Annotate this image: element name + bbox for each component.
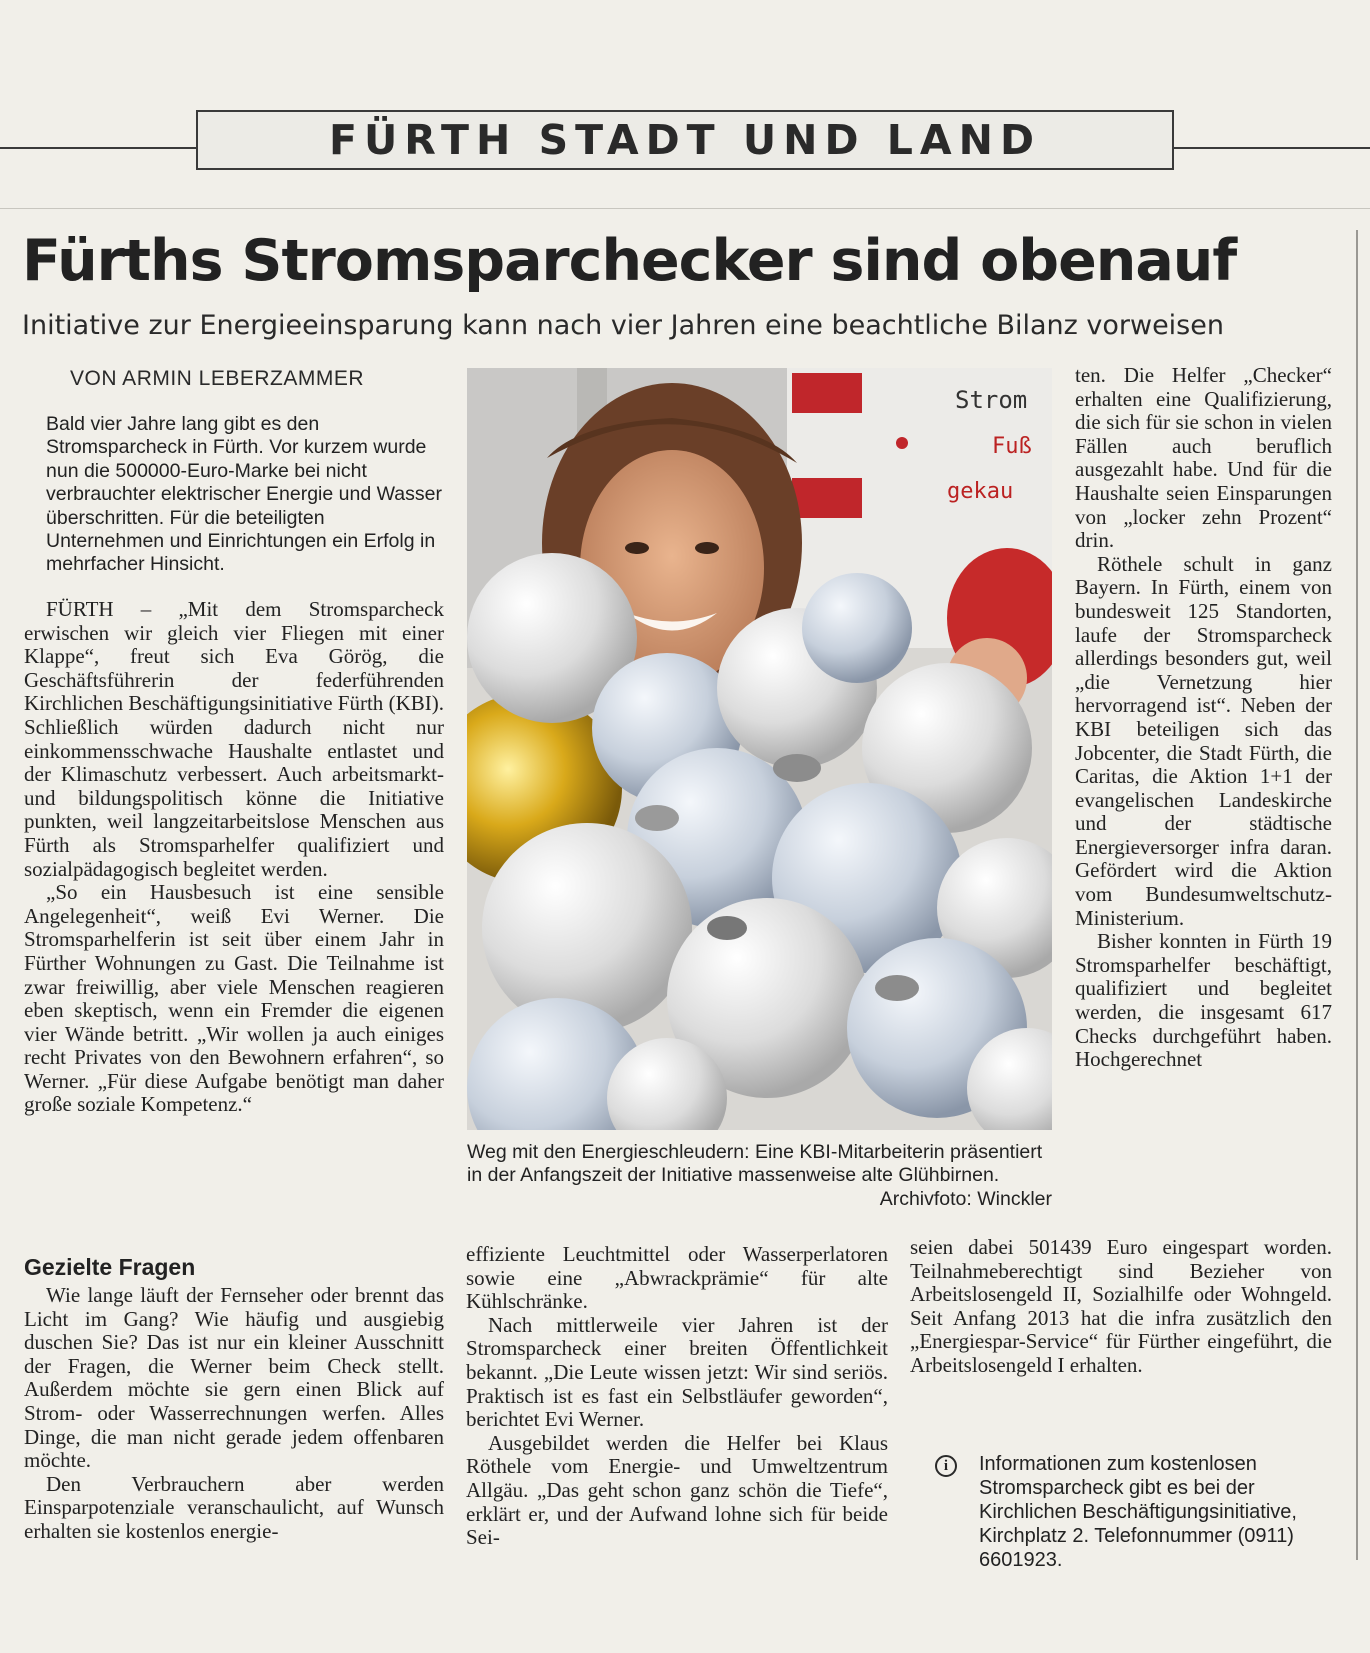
sign-text-1: Strom	[955, 386, 1028, 414]
paragraph: Röthele schult in ganz Bayern. In Fürth, einem von bundesweit 125 Standorten, laufe der Stromsparcheck allerdings besonders gut, weil „die Vernetzung hier hervorragend ist“. Neben der KBI beteiligen sich das Jobcenter, die Stadt Fürth, die Caritas, die Aktion 1+1 der evangelischen Landeskirche und der städtische Energieversorger infra daran. Gefördert wird die Aktion vom Bundesumweltschutz-Ministerium.	[1075, 551, 1332, 930]
paragraph: ten. Die Helfer „Checker“ erhalten eine Qualifizierung, die sich für sie schon in vielen Fällen auch beruflich ausgezahlt habe. Und für die Haushalte seien Einsparungen von „locker zehn Prozent“ drin.	[1075, 363, 1332, 553]
paragraph: „So ein Hausbesuch ist eine sensible Angelegenheit“, weiß Evi Werner. Die Stromsparhelferin ist seit über einem Jahr in Fürther Wohnungen zu Gast. Die Teilnahme ist zwar freiwillig, aber viele Menschen reagieren eben skeptisch, wenn ein Fremder die eigenen vier Wände betritt. „Wir wollen ja auch einiges recht Privates von den Bewohnern erfahren“, so Werner. „Für diese Aufgabe benötigt man daher große soziale Kompetenz.“	[24, 880, 444, 1117]
byline: VON ARMIN LEBERZAMMER	[70, 367, 365, 390]
paragraph: Den Verbrauchern aber werden Einsparpotenziale veranschaulicht, auf Wunsch erhalten sie kostenlos energie-	[24, 1471, 444, 1543]
paragraph: Nach mittlerweile vier Jahren ist der Stromsparcheck einer breiten Öffentlichkeit bekannt. „Die Leute wissen jetzt: Wir sind seriös. Praktisch ist es fast ein Selbstläufer geworden“, berichtet Evi Werner.	[466, 1312, 888, 1432]
photo-caption	[467, 1141, 1052, 1211]
info-text: Informationen zum kostenlosen Stromsparcheck gibt es bei der Kirchlichen Beschäftigungsinitiative, Kirchplatz 2. Telefonnummer (0911) 6601923.	[979, 1453, 1297, 1571]
sign-text-3: gekau	[947, 479, 1014, 504]
photo-illustration	[467, 368, 1052, 1130]
sign-text-2: Fuß	[992, 434, 1032, 459]
column-2	[466, 1243, 888, 1550]
masthead-rule-left	[0, 147, 196, 149]
section-masthead	[196, 110, 1174, 170]
info-box	[935, 1452, 1335, 1572]
headline: Fürths Stromsparchecker sind obenauf	[22, 228, 1237, 294]
subheadline: Initiative zur Energieeinsparung kann nach vier Jahren eine beachtliche Bilanz vorweisen	[22, 310, 1224, 341]
paragraph: Wie lange läuft der Fernseher oder brennt das Licht im Gang? Wie häufig und ausgiebig duschen Sie? Das ist nur ein kleiner Ausschnitt der Fragen, die Werner beim Check stellt. Außerdem möchte sie gern einen Blick auf Strom- oder Wasserrechnungen werfen. Alles Dinge, die man nicht gerade jedem offenbaren möchte.	[24, 1283, 444, 1473]
paragraph: effiziente Leuchtmittel oder Wasserperlatoren sowie eine „Abwrackprämie“ für alte Kühlschränke.	[466, 1242, 888, 1314]
column-1-bottom	[24, 1284, 444, 1544]
column-3-bottom	[910, 1236, 1332, 1378]
section-title: FÜRTH STADT UND LAND	[328, 116, 1042, 164]
lead-paragraph: Bald vier Jahre lang gibt es den Stromsparcheck in Fürth. Vor kurzem wurde nun die 500000-Euro-Marke bei nicht verbrauchter elektrischer Energie und Wasser überschritten. Für die beteiligten Unternehmen und Einrichtungen ein Erfolg in mehrfacher Hinsicht.	[46, 413, 442, 576]
paragraph: FÜRTH – „Mit dem Stromsparcheck erwischen wir gleich vier Fliegen mit einer Klappe“, freut sich Eva Görög, die Geschäftsführerin der federführenden Kirchlichen Beschäftigungsinitiative Fürth (KBI). Schließlich würden dadurch nicht nur einkommensschwache Haushalte entlastet und der Klimaschutz verbessert. Auch arbeitsmarkt- und bildungspolitisch könne die Initiative punkten, weil langzeitarbeitslose Menschen aus Fürth als Stromsparhelfer qualifiziert und sozialpädagogisch begleitet werden.	[24, 597, 444, 881]
divider	[0, 208, 1370, 209]
column-3-top	[1075, 364, 1332, 1072]
subheading: Gezielte Fragen	[24, 1254, 196, 1280]
paragraph: Ausgebildet werden die Helfer bei Klaus Röthele vom Energie- und Umweltzentrum Allgäu. „Das geht schon ganz schön die Tiefe“, erklärt er, und der Aufwand lohne sich für beide Sei-	[466, 1430, 888, 1550]
photo-credit: Archivfoto: Winckler	[879, 1187, 1052, 1210]
masthead-rule-right	[1174, 147, 1370, 149]
paragraph: seien dabei 501439 Euro eingespart worden. Teilnahmeberechtigt sind Bezieher von Arbeitslosengeld II, Sozialhilfe oder Wohngeld. Seit Anfang 2013 hat die infra zusätzlich den „Energiespar-Service“ für Fürther eingeführt, die Arbeitslosengeld I erhalten.	[910, 1235, 1332, 1377]
article-photo	[467, 368, 1052, 1130]
column-1-top	[24, 598, 444, 1117]
caption-text: Weg mit den Energieschleudern: Eine KBI-Mitarbeiterin präsentiert in der Anfangszeit der Initiative massenweise alte Glühbirnen.	[467, 1141, 1043, 1187]
info-icon: i	[935, 1455, 957, 1477]
column-border	[1356, 230, 1358, 1560]
paragraph: Bisher konnten in Fürth 19 Stromsparhelfer beschäftigt, qualifiziert und begleitet werden, die insgesamt 617 Checks durchgeführt haben. Hochgerechnet	[1075, 929, 1332, 1072]
